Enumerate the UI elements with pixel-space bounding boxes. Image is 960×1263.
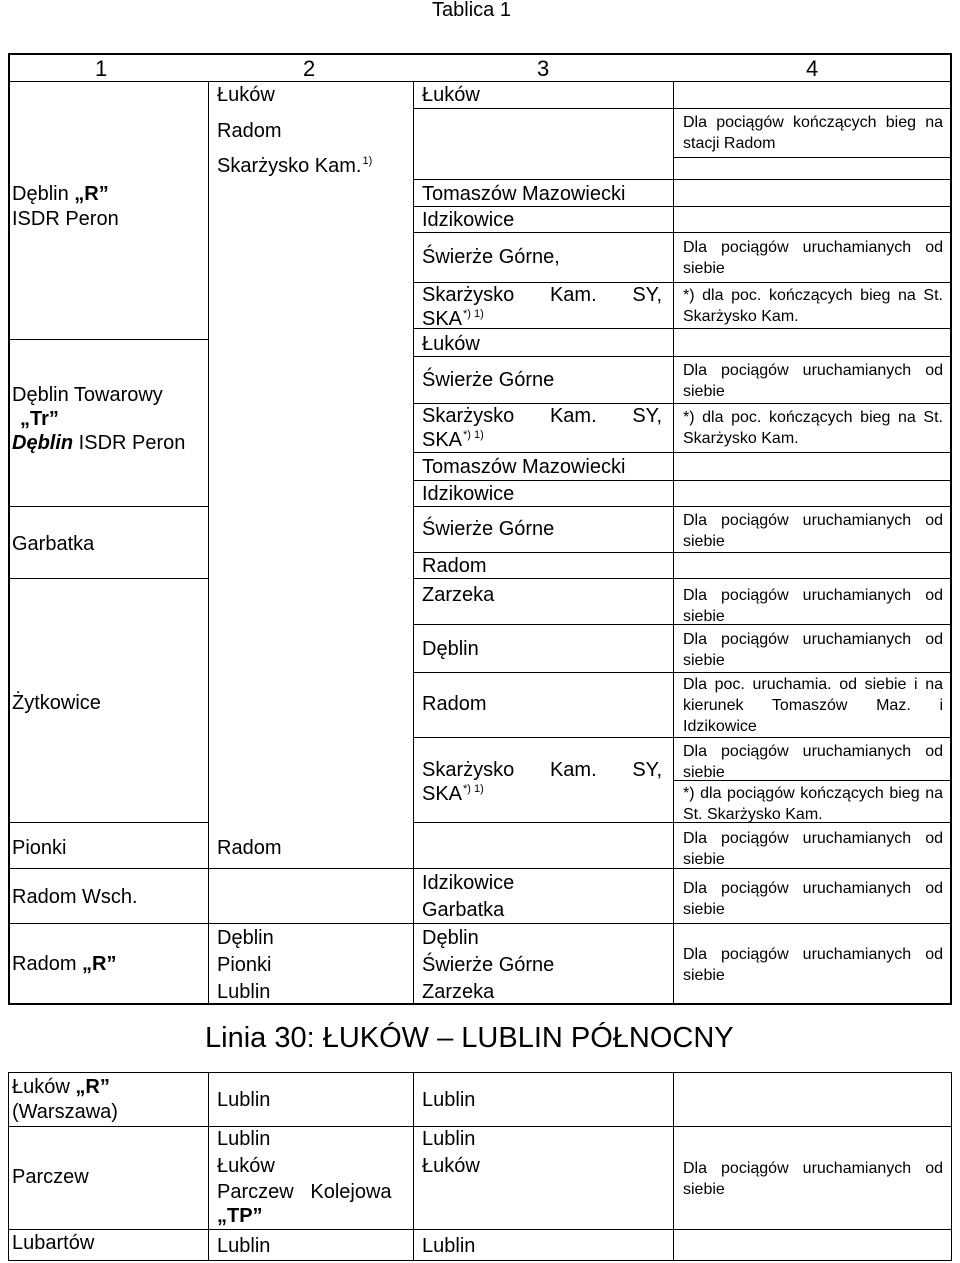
- row-divider: [8, 1126, 952, 1127]
- station-deblin-towarowy: Dęblin Towarowy: [12, 384, 163, 406]
- row-divider: [413, 737, 951, 738]
- route-item: Zarzeka: [422, 584, 495, 606]
- row-divider: [413, 506, 951, 507]
- direction-radom: Radom: [217, 120, 282, 142]
- row-divider: [413, 282, 951, 283]
- note: Dla pociągów kończących bieg na stacji Radom: [683, 114, 943, 152]
- route-item: Radom: [422, 555, 487, 577]
- note: Dla pociągów uruchamianych od siebie: [683, 587, 943, 625]
- row-divider: [8, 923, 208, 924]
- direction-skarzysko: Skarżysko Kam.$^{1)}$: [217, 155, 373, 177]
- station-lubartow: Lubartów: [12, 1232, 95, 1254]
- note: Dla pociągów uruchamianych od siebie: [683, 512, 943, 550]
- row-divider: [8, 339, 208, 340]
- table2-bottom-border: [8, 1260, 952, 1261]
- route-item: Zarzeka: [422, 981, 495, 1003]
- direction-item: Parczew Kolejowa: [217, 1181, 392, 1203]
- table2-top-border: [8, 1072, 952, 1073]
- route-item-skarzysko: Skarżysko Kam. SY,: [422, 284, 662, 306]
- direction-item-tp: „TP”: [217, 1205, 263, 1227]
- station-parczew: Parczew: [12, 1166, 89, 1188]
- note: Dla pociągów uruchamianych od siebie: [683, 362, 943, 400]
- station-warszawa: (Warszawa): [12, 1101, 118, 1123]
- route-item-ska: $SKA^{*) 1)}$: [422, 783, 484, 805]
- row-divider: [413, 232, 951, 233]
- station-radom-r: Radom „R”: [12, 953, 117, 975]
- row-divider: [413, 672, 951, 673]
- route-item: Garbatka: [422, 899, 505, 921]
- route-item: Lublin: [422, 1089, 476, 1111]
- direction-item: Łuków: [217, 1155, 275, 1177]
- header-col-2: 2: [303, 56, 316, 81]
- route-item: Świerże Górne: [422, 369, 555, 391]
- route-item: Tomaszów Mazowiecki: [422, 456, 626, 478]
- direction-item: Lublin: [217, 1128, 271, 1150]
- station-pionki: Pionki: [12, 837, 67, 859]
- note: Dla pociągów uruchamianych od siebie: [683, 830, 943, 868]
- row-divider: [413, 328, 951, 329]
- route-item-ska: $SKA^{*) 1)}$: [422, 308, 484, 330]
- route-item: Świerże Górne: [422, 954, 555, 976]
- note: Dla poc. uruchamia. od siebie i na kierunek Tomaszów Maz. i Idzikowice: [683, 676, 943, 735]
- note: *) dla poc. kończących bieg na St. Skarżysko Kam.: [683, 287, 943, 325]
- note: Dla pociągów uruchamianych od siebie: [683, 1160, 943, 1198]
- note: Dla pociągów uruchamianych od siebie: [683, 946, 943, 984]
- route-item: Lublin: [422, 1128, 476, 1150]
- direction-radom-2: Radom: [217, 837, 282, 859]
- header-col-1: 1: [95, 56, 108, 81]
- station-zytkowice: Żytkowice: [12, 692, 101, 714]
- station-lukow-r: Łuków „R”: [12, 1076, 110, 1098]
- route-item: Idzikowice: [422, 483, 515, 505]
- station-garbatka: Garbatka: [12, 533, 95, 555]
- row-divider: [208, 868, 413, 869]
- route-item-ska: $SKA^{*) 1)}$: [422, 429, 484, 451]
- table2-col-divider-3: [673, 1072, 674, 1261]
- note: Dla pociągów uruchamianych od siebie: [683, 743, 943, 781]
- table2-left-border: [8, 1072, 9, 1261]
- header-col-4: 4: [806, 56, 819, 81]
- header-divider: [8, 81, 952, 82]
- direction-pionki: Pionki: [217, 954, 272, 976]
- route-item-skarzysko: Skarżysko Kam. SY,: [422, 405, 662, 427]
- note: *) dla pociągów kończących bieg na St. Skarżysko Kam.: [683, 785, 943, 823]
- station-tr: „Tr”: [20, 408, 59, 430]
- table-right-border: [950, 53, 952, 1005]
- row-divider: [413, 578, 951, 579]
- row-divider: [208, 923, 413, 924]
- row-divider: [413, 552, 951, 553]
- station-radom-wsch: Radom Wsch.: [12, 886, 138, 908]
- section-heading: Linia 30: ŁUKÓW – LUBLIN PÓŁNOCNY: [205, 1022, 734, 1054]
- route-item: Świerże Górne: [422, 518, 555, 540]
- col-divider-3: [673, 81, 674, 1004]
- route-item: Łuków: [422, 1155, 480, 1177]
- route-item: Łuków: [422, 333, 480, 355]
- row-divider: [413, 356, 951, 357]
- table-top-border: [8, 53, 952, 55]
- row-divider: [8, 822, 208, 823]
- direction-lublin: Lublin: [217, 981, 271, 1003]
- station-deblin-isdr: Dęblin ISDR Peron: [12, 432, 186, 454]
- table-caption: Tablica 1: [432, 0, 511, 21]
- row-divider: [8, 1229, 952, 1230]
- route-item-skarzysko: Skarżysko Kam. SY,: [422, 759, 662, 781]
- col-divider-2: [413, 81, 414, 1004]
- direction-item: Lublin: [217, 1235, 271, 1257]
- row-divider: [413, 179, 951, 180]
- note: Dla pociągów uruchamianych od siebie: [683, 880, 943, 918]
- table2-col-divider-1: [208, 1072, 209, 1261]
- station-deblin-r: Dęblin „R”: [12, 183, 109, 205]
- row-divider: [413, 480, 951, 481]
- table-left-border: [8, 53, 10, 1005]
- route-item: Idzikowice: [422, 872, 515, 894]
- station-isdr-peron: ISDR Peron: [12, 208, 119, 230]
- row-divider: [413, 108, 951, 109]
- row-divider: [673, 157, 951, 158]
- route-item: Świerże Górne,: [422, 246, 560, 268]
- row-divider: [8, 868, 208, 869]
- row-divider: [413, 923, 951, 924]
- row-divider: [413, 452, 951, 453]
- table-bottom-border: [8, 1003, 952, 1005]
- table2-col-divider-2: [413, 1072, 414, 1261]
- route-item: Lublin: [422, 1235, 476, 1257]
- header-col-3: 3: [537, 56, 550, 81]
- route-item: Tomaszów Mazowiecki: [422, 183, 626, 205]
- row-divider: [413, 403, 951, 404]
- note: Dla pociągów uruchamianych od siebie: [683, 631, 943, 669]
- direction-lukow: Łuków: [217, 84, 275, 106]
- route-item: Dęblin: [422, 927, 479, 949]
- note: *) dla poc. kończących bieg na St. Skarżysko Kam.: [683, 409, 943, 447]
- direction-deblin: Dęblin: [217, 927, 274, 949]
- row-divider: [8, 506, 208, 507]
- note: Dla pociągów uruchamianych od siebie: [683, 239, 943, 277]
- table2-right-border: [951, 1072, 952, 1261]
- route-item: Dęblin: [422, 638, 479, 660]
- row-divider: [8, 578, 208, 579]
- route-item: Łuków: [422, 84, 480, 106]
- route-item: Idzikowice: [422, 209, 515, 231]
- row-divider: [413, 206, 951, 207]
- direction-item: Lublin: [217, 1089, 271, 1111]
- route-item: Radom: [422, 693, 487, 715]
- col-divider-1: [208, 81, 209, 1004]
